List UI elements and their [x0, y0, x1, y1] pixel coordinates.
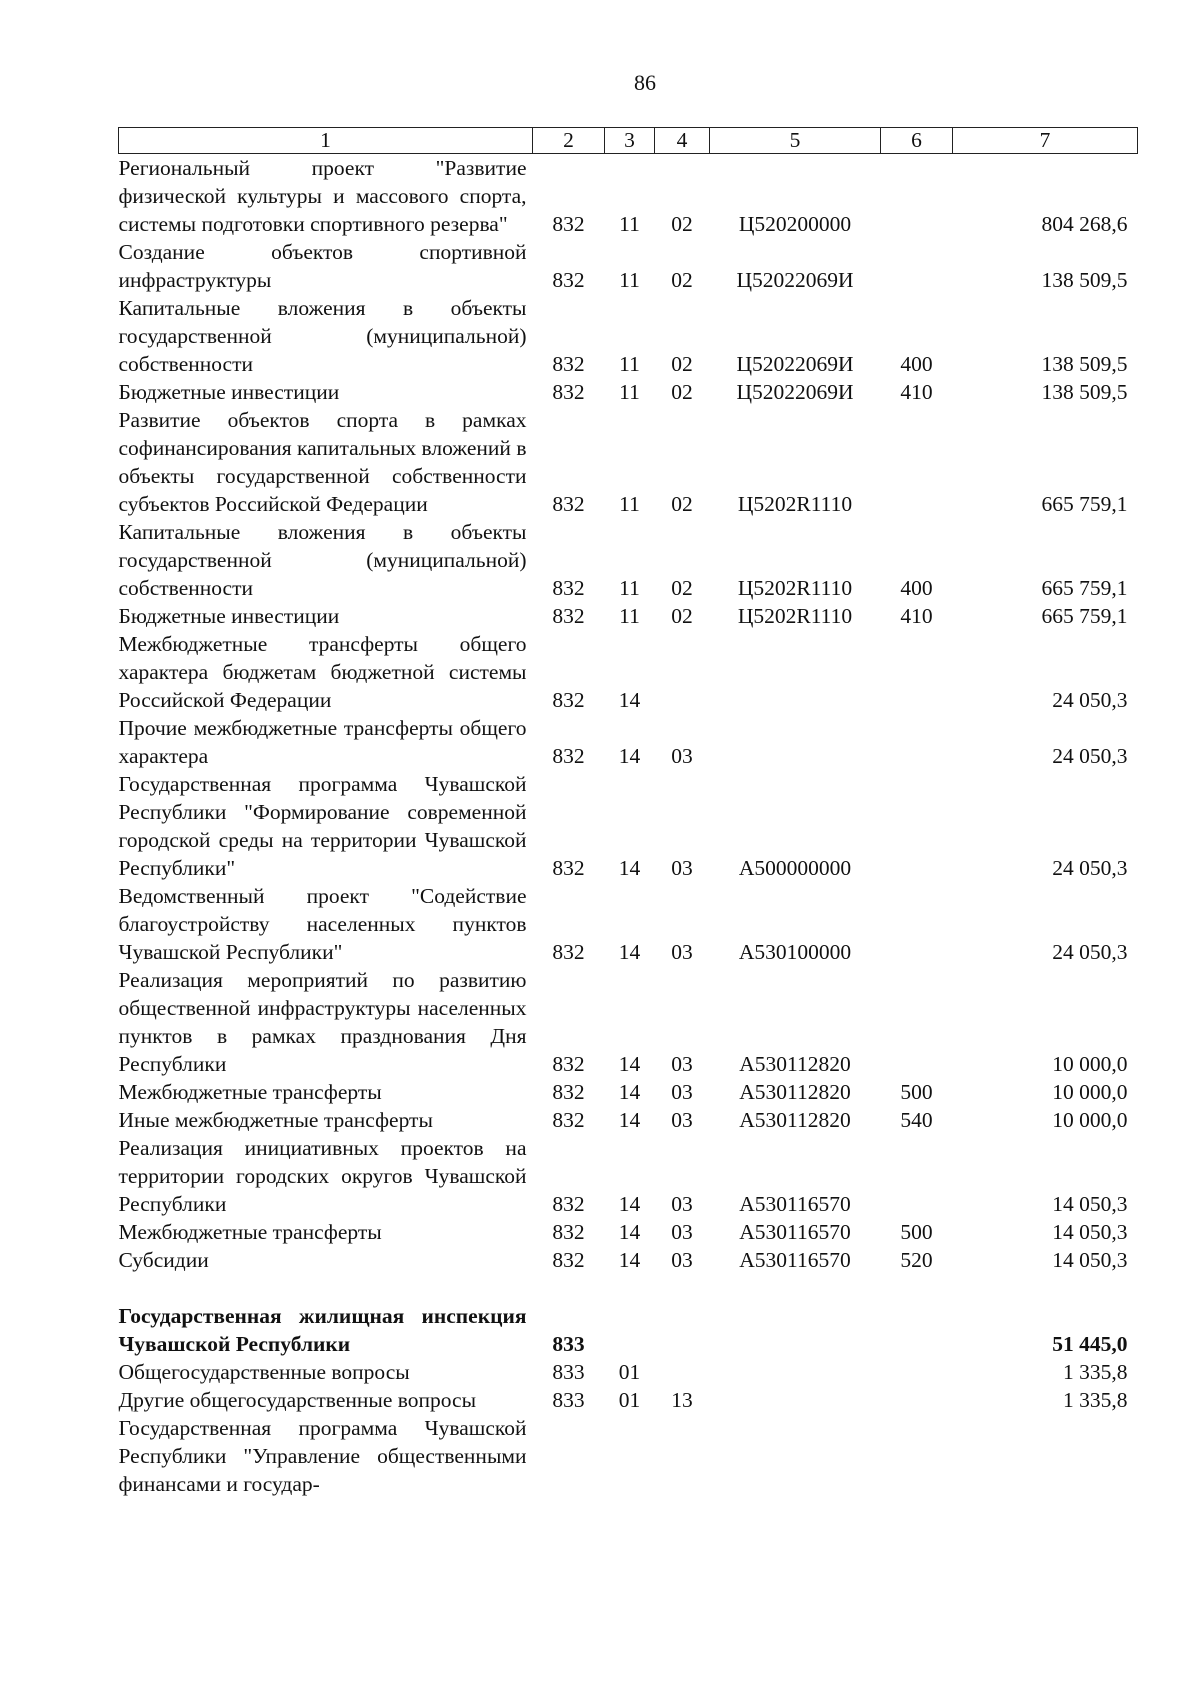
- ministry-code-cell: 833: [552, 1360, 585, 1384]
- target-article-cell: А530112820: [739, 1052, 851, 1076]
- expense-type-cell: [881, 1302, 953, 1358]
- amount-cell: 138 509,5: [1041, 352, 1128, 376]
- amount-cell: 14 050,3: [1052, 1220, 1128, 1244]
- subsection-code-cell: 03: [671, 1052, 693, 1076]
- row-name-cell: Иные межбюджетные трансферты: [118, 1108, 433, 1132]
- expense-type-cell: [881, 714, 953, 770]
- table-row: [119, 602, 1138, 630]
- amount-cell: 10 000,0: [1052, 1052, 1128, 1076]
- table-row: [119, 406, 1138, 518]
- ministry-code-cell: 832: [552, 352, 585, 376]
- section-code-cell: 14: [618, 688, 641, 712]
- ministry-code-cell: 832: [552, 268, 585, 292]
- target-article-cell: А530112820: [739, 1108, 851, 1132]
- ministry-code-cell: 832: [552, 1052, 585, 1076]
- expense-type-cell: 400: [900, 576, 933, 600]
- subsection-code-cell: 02: [671, 212, 693, 236]
- subsection-code-cell: 02: [671, 380, 693, 404]
- row-name-cell: Бюджетные инвестиции: [118, 604, 340, 628]
- section-code-cell: 11: [619, 352, 640, 376]
- amount-cell: 24 050,3: [1052, 688, 1128, 712]
- subsection-code-cell: 03: [671, 1080, 693, 1104]
- ministry-code-cell: 832: [552, 1220, 585, 1244]
- column-header: 5: [710, 128, 881, 154]
- table-row: [119, 518, 1138, 602]
- target-article-cell: А530112820: [739, 1080, 851, 1104]
- ministry-code-cell: 833: [552, 1332, 585, 1356]
- table-header-row: [119, 128, 1138, 154]
- subsection-code-cell: 02: [671, 268, 693, 292]
- amount-cell: 138 509,5: [1041, 268, 1128, 292]
- subsection-code-cell: [655, 1414, 710, 1498]
- ministry-code-cell: 832: [552, 492, 585, 516]
- target-article-cell: [710, 1358, 881, 1386]
- target-article-cell: [710, 1414, 881, 1498]
- target-article-cell: А530116570: [739, 1248, 851, 1272]
- section-code-cell: 14: [618, 1052, 641, 1076]
- expense-type-cell: [881, 1386, 953, 1414]
- amount-cell: 1 335,8: [1063, 1360, 1128, 1384]
- amount-cell: 10 000,0: [1052, 1080, 1128, 1104]
- section-code-cell: 11: [619, 380, 640, 404]
- section-code-cell: 11: [619, 604, 640, 628]
- table-row: [119, 630, 1138, 714]
- expense-type-cell: [881, 238, 953, 294]
- row-name-cell: Капитальные вложения в объекты государственной (муниципальной) собственности: [118, 520, 527, 600]
- row-name-cell: Создание объектов спортивной инфраструктуры: [118, 240, 527, 292]
- column-header: 2: [533, 128, 605, 154]
- subsection-code-cell: 02: [671, 576, 693, 600]
- ministry-code-cell: 832: [552, 856, 585, 880]
- budget-table: [118, 127, 1138, 1498]
- amount-cell: 138 509,5: [1041, 380, 1128, 404]
- table-row: [119, 294, 1138, 378]
- page-number: 86: [634, 70, 656, 95]
- ministry-code-cell: 832: [552, 744, 585, 768]
- row-name-cell: Ведомственный проект "Содействие благоустройству населенных пунктов Чувашской Республики": [118, 884, 527, 964]
- row-name-cell: Прочие межбюджетные трансферты общего характера: [118, 716, 527, 768]
- amount-cell: 804 268,6: [1041, 212, 1128, 236]
- table-row: [119, 714, 1138, 770]
- table-row: [119, 1386, 1138, 1414]
- row-name-cell: Государственная жилищная инспекция Чувашской Республики: [118, 1304, 527, 1356]
- expense-type-cell: [881, 770, 953, 882]
- subsection-code-cell: [655, 1358, 710, 1386]
- amount-cell: 1 335,8: [1063, 1388, 1128, 1412]
- column-header: 6: [881, 128, 953, 154]
- subsection-code-cell: 03: [671, 1192, 693, 1216]
- table-row: [119, 1358, 1138, 1386]
- spacer-cell: [119, 1274, 1138, 1302]
- row-name-cell: Государственная программа Чувашской Республики "Формирование современной городской среды на территории Чувашской Республики": [118, 772, 527, 880]
- table-row: [119, 378, 1138, 406]
- subsection-code-cell: 02: [671, 604, 693, 628]
- amount-cell: 10 000,0: [1052, 1108, 1128, 1132]
- expense-type-cell: 540: [900, 1108, 933, 1132]
- amount-cell: 14 050,3: [1052, 1192, 1128, 1216]
- row-name-cell: Бюджетные инвестиции: [118, 380, 340, 404]
- row-name-cell: Капитальные вложения в объекты государственной (муниципальной) собственности: [118, 296, 527, 376]
- subsection-code-cell: 03: [671, 1108, 693, 1132]
- row-name-cell: Региональный проект "Развитие физической культуры и массового спорта, системы подготовки спортивного резерва": [118, 156, 527, 236]
- ministry-code-cell: 832: [552, 1080, 585, 1104]
- row-name-cell: Другие общегосударственные вопросы: [118, 1388, 477, 1412]
- subsection-code-cell: 13: [671, 1388, 693, 1412]
- target-article-cell: [710, 1302, 881, 1358]
- table-row: [119, 1106, 1138, 1134]
- target-article-cell: Ц52022069И: [736, 352, 854, 376]
- expense-type-cell: [881, 1134, 953, 1218]
- table-row: [119, 1218, 1138, 1246]
- amount-cell: 24 050,3: [1052, 940, 1128, 964]
- amount-cell: 665 759,1: [1041, 492, 1128, 516]
- column-header: 7: [953, 128, 1138, 154]
- target-article-cell: Ц5202R1110: [737, 576, 853, 600]
- column-header: 3: [605, 128, 655, 154]
- row-name-cell: Развитие объектов спорта в рамках софинансирования капитальных вложений в объекты государственной собственности субъектов Российской Федерации: [118, 408, 527, 516]
- table-row: [119, 966, 1138, 1078]
- expense-type-cell: [881, 154, 953, 239]
- target-article-cell: А500000000: [738, 856, 852, 880]
- section-code-cell: 14: [618, 1108, 641, 1132]
- section-code-cell: 11: [619, 212, 640, 236]
- section-code-cell: 14: [618, 1080, 641, 1104]
- table-row: [119, 770, 1138, 882]
- row-name-cell: Субсидии: [118, 1248, 209, 1272]
- table-row: [119, 1134, 1138, 1218]
- subsection-code-cell: 02: [671, 352, 693, 376]
- table-row: [119, 882, 1138, 966]
- amount-cell: 24 050,3: [1052, 744, 1128, 768]
- table-row: [119, 1302, 1138, 1358]
- ministry-code-cell: 832: [552, 688, 585, 712]
- row-name-cell: Межбюджетные трансферты: [118, 1220, 382, 1244]
- expense-type-cell: 410: [900, 380, 933, 404]
- amount-cell: 14 050,3: [1052, 1248, 1128, 1272]
- subsection-code-cell: 03: [671, 1248, 693, 1272]
- amount-cell: 665 759,1: [1041, 576, 1128, 600]
- section-code-cell: 01: [618, 1388, 641, 1412]
- subsection-code-cell: [655, 1302, 710, 1358]
- amount-cell: 51 445,0: [1052, 1332, 1128, 1356]
- table-row: [119, 1078, 1138, 1106]
- section-code-cell: 01: [618, 1360, 641, 1384]
- expense-type-cell: [881, 1414, 953, 1498]
- column-header: 4: [655, 128, 710, 154]
- table-row: [119, 154, 1138, 239]
- amount-cell: 665 759,1: [1041, 604, 1128, 628]
- row-name-cell: Реализация инициативных проектов на территории городских округов Чувашской Республики: [118, 1136, 527, 1216]
- table-row: [119, 1246, 1138, 1274]
- expense-type-cell: [881, 882, 953, 966]
- target-article-cell: Ц52022069И: [736, 268, 854, 292]
- row-name-cell: Межбюджетные трансферты: [118, 1080, 382, 1104]
- ministry-code-cell: 832: [552, 380, 585, 404]
- section-code-cell: 11: [619, 492, 640, 516]
- ministry-code-cell: 832: [552, 1108, 585, 1132]
- ministry-code-cell: 833: [552, 1388, 585, 1412]
- expense-type-cell: 520: [900, 1248, 933, 1272]
- subsection-code-cell: [655, 630, 710, 714]
- ministry-code-cell: 832: [552, 604, 585, 628]
- target-article-cell: А530116570: [739, 1220, 851, 1244]
- ministry-code-cell: 832: [552, 1192, 585, 1216]
- subsection-code-cell: 03: [671, 744, 693, 768]
- expense-type-cell: 410: [900, 604, 933, 628]
- section-code-cell: 14: [618, 856, 641, 880]
- ministry-code-cell: 832: [552, 212, 585, 236]
- subsection-code-cell: 03: [671, 940, 693, 964]
- target-article-cell: [710, 1386, 881, 1414]
- section-code-cell: 14: [618, 1192, 641, 1216]
- expense-type-cell: 500: [900, 1220, 933, 1244]
- section-code-cell: 11: [619, 268, 640, 292]
- section-code-cell: 14: [618, 744, 641, 768]
- table-row: [119, 238, 1138, 294]
- target-article-cell: [710, 630, 881, 714]
- section-code-cell: 14: [618, 1248, 641, 1272]
- target-article-cell: Ц5202R1110: [737, 604, 853, 628]
- subsection-code-cell: 03: [671, 1220, 693, 1244]
- ministry-code-cell: 832: [552, 940, 585, 964]
- row-name-cell: Межбюджетные трансферты общего характера бюджетам бюджетной системы Российской Федерации: [118, 632, 527, 712]
- table-body: [119, 154, 1138, 1499]
- subsection-code-cell: 03: [671, 856, 693, 880]
- target-article-cell: [710, 714, 881, 770]
- section-code-cell: [605, 1302, 655, 1358]
- target-article-cell: Ц52022069И: [736, 380, 854, 404]
- column-header: 1: [119, 128, 533, 154]
- expense-type-cell: 400: [900, 352, 933, 376]
- target-article-cell: А530100000: [738, 940, 852, 964]
- section-code-cell: 14: [618, 1220, 641, 1244]
- section-code-cell: 14: [618, 940, 641, 964]
- expense-type-cell: [881, 966, 953, 1078]
- amount-cell: 24 050,3: [1052, 856, 1128, 880]
- row-name-cell: Общегосударственные вопросы: [118, 1360, 410, 1384]
- spacer-row: [119, 1274, 1138, 1302]
- expense-type-cell: [881, 1358, 953, 1386]
- section-code-cell: [605, 1414, 655, 1498]
- ministry-code-cell: 832: [552, 1248, 585, 1272]
- amount-cell: [953, 1414, 1138, 1498]
- subsection-code-cell: 02: [671, 492, 693, 516]
- row-name-cell: Реализация мероприятий по развитию общественной инфраструктуры населенных пунктов в рамках празднования Дня Республики: [118, 968, 527, 1076]
- ministry-code-cell: 832: [552, 576, 585, 600]
- expense-type-cell: 500: [900, 1080, 933, 1104]
- target-article-cell: Ц520200000: [738, 212, 852, 236]
- row-name-cell: Государственная программа Чувашской Республики "Управление общественными финансами и государ-: [118, 1416, 527, 1496]
- ministry-code-cell: [533, 1414, 605, 1498]
- expense-type-cell: [881, 406, 953, 518]
- expense-type-cell: [881, 630, 953, 714]
- table-row: [119, 1414, 1138, 1498]
- target-article-cell: Ц5202R1110: [737, 492, 853, 516]
- section-code-cell: 11: [619, 576, 640, 600]
- target-article-cell: А530116570: [739, 1192, 851, 1216]
